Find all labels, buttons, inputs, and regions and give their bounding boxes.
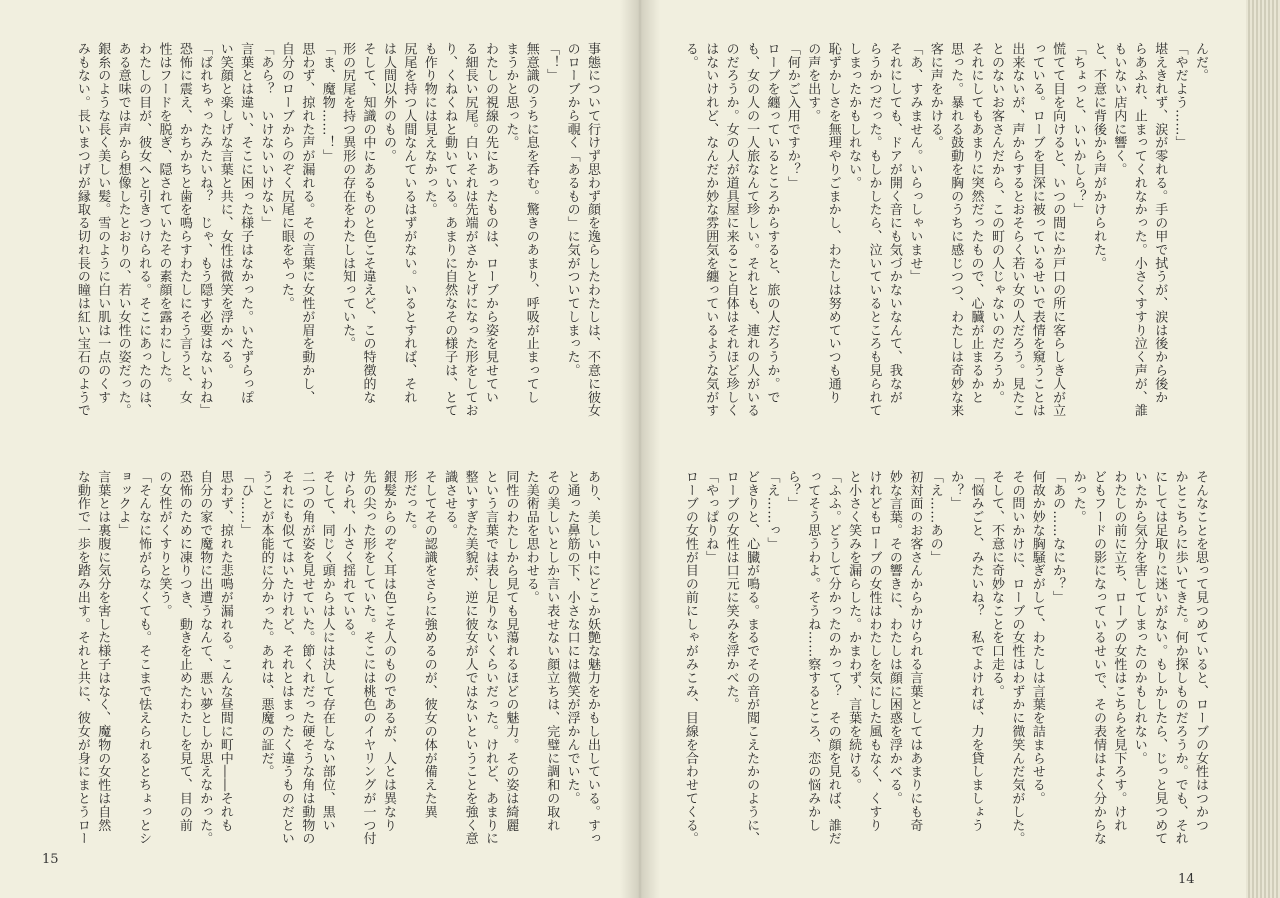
text-line: わたしの視線の先にあったものは、ローブから姿を見せてい bbox=[482, 42, 498, 404]
text-line: 二つの角が姿を見せていた。節くれだった硬そうな角は動物の bbox=[299, 470, 315, 846]
text-line: ってそう思うわよ。そうね……察するところ、恋の悩みかし bbox=[805, 470, 821, 832]
text-line: それにしても、ドアが開く音にも気づかないなんて、我なが bbox=[886, 42, 902, 404]
text-line: わたしの前に立ち、ローブの女性はこちらを見下ろす。けれ bbox=[1111, 470, 1127, 832]
text-line: い笑顔と楽しげな言葉と共に、女性は微笑を浮かべる。 bbox=[217, 42, 233, 377]
text-line: 何故か妙な胸騒ぎがして、わたしは言葉を詰まらせる。 bbox=[1029, 470, 1045, 805]
text-line: 無意識のうちに息を呑む。驚きのあまり、呼吸が止まってし bbox=[523, 42, 539, 404]
text-line: 「ふふ。どうして分かったのかって？ その顔を見れば、誰だ bbox=[825, 470, 841, 846]
left-upper-text bbox=[62, 42, 602, 434]
text-line: 恥ずかしさを無理やりごまかし、わたしは努めていつも通り bbox=[825, 42, 841, 404]
right-upper-text bbox=[670, 42, 1210, 434]
text-line: ョックよ」 bbox=[115, 470, 131, 537]
text-line: 銀糸のような長く美しい髪。雪のように白い肌は一点のくす bbox=[95, 42, 111, 404]
text-line: っている。ローブを目深に被っているせいで表情を窺うことは bbox=[1029, 42, 1045, 418]
text-line: 性はフードを脱ぎ、隠されていたその素顔を露わにした。 bbox=[156, 42, 172, 391]
text-line: る細長い尻尾。白いそれは先端がさかとげになった形をしてお bbox=[462, 42, 478, 418]
text-line: にしては足取りに迷いがない。もしかしたら、じっと見つめて bbox=[1152, 470, 1168, 846]
text-line: その美しいとしか言い表せない顔立ちは、完璧に調和の取れ bbox=[544, 470, 560, 832]
text-line: そんなことを思って見つめていると、ローブの女性はつかつ bbox=[1193, 470, 1208, 832]
right-lower-text bbox=[670, 470, 1210, 862]
text-line: わたしの目が、彼女へと引きつけられる。そこにあったのは、 bbox=[136, 42, 152, 418]
page-number: 15 bbox=[42, 852, 59, 867]
text-line: 「そんなに怖がらなくても。そこまで怯えられるとちょっとシ bbox=[136, 470, 152, 846]
text-line: と小さく笑みを漏らした。かまわず、言葉を続ける。 bbox=[846, 470, 862, 792]
text-line: 妙な言葉。その響きに、わたしは顔に困惑を浮かべる。 bbox=[886, 470, 902, 805]
text-line: ローブの女性が目の前にしゃがみこみ、目線を合わせてくる。 bbox=[682, 470, 698, 846]
text-line: どもフードの影になっているせいで、その表情はよく分からな bbox=[1090, 470, 1106, 846]
text-line: 事態について行けず思わず顔を逸らしたわたしは、不意に彼女 bbox=[585, 42, 600, 418]
text-line: 「ま、魔物……！」 bbox=[319, 42, 335, 163]
text-line: まうかと思った。 bbox=[503, 42, 519, 150]
text-line: と、不意に背後から声がかけられた。 bbox=[1090, 42, 1106, 270]
text-line: 思わず、掠れた声が漏れる。その言葉に女性が眉を動かし、 bbox=[299, 42, 315, 404]
text-line: ローブを纏っているところからすると、旅の人だろうか。で bbox=[764, 42, 780, 404]
text-line: 堪えきれず、涙が零れる。手の甲で拭うが、涙は後から後か bbox=[1152, 42, 1168, 404]
text-line: 先の尖った形をしていた。そこには桃色のイヤリングが一つ付 bbox=[360, 470, 376, 846]
text-line: 尻尾を持つ人間なんているはずがない。いるとすれば、それ bbox=[401, 42, 417, 404]
text-line: 思わず、掠れた悲鳴が漏れる。こんな昼間に町中――それも bbox=[217, 470, 233, 832]
text-line: も作り物には見えなかった。 bbox=[421, 42, 437, 217]
text-line: 出来ないが、声からするとおそらく若い女の人だろう。見たこ bbox=[1009, 42, 1025, 418]
text-line: 「やだよう……」 bbox=[1172, 42, 1188, 150]
text-line: のだろうか。女の人が道具屋に来ること自体はそれほど珍しく bbox=[723, 42, 739, 418]
text-line: な動作で一歩を踏み出す。それと共に、彼女が身にまとうロー bbox=[74, 470, 90, 846]
text-line: と通った鼻筋の下、小さな口には微笑が浮かんでいた。 bbox=[564, 470, 580, 805]
text-line: かった。 bbox=[1070, 470, 1086, 524]
text-line: けれどもローブの女性はわたしを気にした風もなく、くすり bbox=[866, 470, 882, 832]
text-line: た美術品を思わせる。 bbox=[523, 470, 539, 604]
text-line: 恐怖に震え、かちかちと歯を鳴らすわたしにそう言うと、女 bbox=[176, 42, 192, 404]
text-line: 「ひ……」 bbox=[238, 470, 254, 537]
text-line: の声を出す。 bbox=[805, 42, 821, 123]
text-line: それにも似てはいたけれど、それとはまったく違うものだとい bbox=[278, 470, 294, 846]
book-gutter bbox=[620, 0, 660, 898]
text-line: そしてその認識をさらに強めるのが、彼女の体が備えた異 bbox=[421, 470, 437, 819]
right-page bbox=[640, 0, 1252, 898]
text-line: 思った。暴れる鼓動を胸のうちに感じつつ、わたしは奇妙な来 bbox=[948, 42, 964, 418]
text-line: んだ。 bbox=[1193, 42, 1208, 83]
text-line: それにしてもあまりに突然だったもので、心臓が止まるかと bbox=[968, 42, 984, 404]
text-line: 「何かご入用ですか？」 bbox=[784, 42, 800, 190]
text-line: そして、知識の中にあるものと色こそ違えど、この特徴的な bbox=[360, 42, 376, 404]
text-line: 「え……っ」 bbox=[764, 470, 780, 551]
text-line: か？」 bbox=[948, 470, 964, 511]
text-line: その問いかけに、ローブの女性はわずかに微笑んだ気がした。 bbox=[1009, 470, 1025, 846]
text-line: うことが本能的に分かった。あれは、悪魔の証だ。 bbox=[258, 470, 274, 779]
text-line: 「あの……なにか？」 bbox=[1050, 470, 1066, 604]
text-line: 言葉とは違い、そこに困った様子はなかった。いたずらっぽ bbox=[238, 42, 254, 404]
text-line: という言葉では表し足りないくらいだった。けれど、あまりに bbox=[482, 470, 498, 846]
text-line: 「ちょっと、いいかしら？」 bbox=[1070, 42, 1086, 217]
text-line: ら？」 bbox=[784, 470, 800, 511]
text-line: そして、不意に奇妙なことを口走る。 bbox=[988, 470, 1004, 698]
text-line: とのないお客さんだから、この町の人じゃないのだろうか。 bbox=[988, 42, 1004, 404]
text-line: らあふれ、止まってくれなかった。小さくすすり泣く声が、誰 bbox=[1131, 42, 1147, 418]
text-line: 自分の家で魔物に出遭うなんて、悪い夢としか思えなかった。 bbox=[197, 470, 213, 846]
text-line: いたから気分を害してしまったのかもしれない。 bbox=[1131, 470, 1147, 765]
text-line: 客に声をかける。 bbox=[927, 42, 943, 150]
text-line: かとこちらに歩いてきた。何か探しものだろうか。でも、それ bbox=[1172, 470, 1188, 846]
text-line: 形だった。 bbox=[401, 470, 417, 537]
text-line: はないけれど、なんだか妙な雰囲気を纏っているような気がす bbox=[703, 42, 719, 418]
text-line: もいない店内に響く。 bbox=[1111, 42, 1127, 176]
text-line: 「あ、すみません。いらっしゃいませ」 bbox=[907, 42, 923, 284]
text-line: 「悩みごと、みたいね？ 私でよければ、力を貸しましょう bbox=[968, 470, 984, 832]
text-line: 銀髪からのぞく耳は色こそ人のものであるが、人とは異なり bbox=[380, 470, 396, 832]
text-line: も、女の人の一人旅なんて珍しい。それとも、連れの人がいる bbox=[744, 42, 760, 418]
page-edges bbox=[1246, 0, 1280, 898]
text-line: けられ、小さく揺れている。 bbox=[340, 470, 356, 645]
text-line: しまったかもしれない。 bbox=[846, 42, 862, 190]
text-line: 自分のローブからのぞく尻尾に眼をやった。 bbox=[278, 42, 294, 310]
text-line: の女性がくすりと笑う。 bbox=[156, 470, 172, 618]
text-line: 識させる。 bbox=[442, 470, 458, 537]
text-line: 「！」 bbox=[544, 42, 560, 83]
left-lower-text bbox=[62, 470, 602, 862]
text-line: 恐怖のために凍りつき、動きを止めたわたしを見て、目の前 bbox=[176, 470, 192, 832]
text-line: 慌てて目を向けると、いつの間にか戸口の所に客らしき人が立 bbox=[1050, 42, 1066, 418]
text-line: みもない。長いまつげが縁取る切れ長の瞳は紅い宝石のようで bbox=[74, 42, 90, 418]
text-line: どきりと、心臓が鳴る。まるでその音が聞こえたかのように、 bbox=[744, 470, 760, 846]
text-line: り、くねくねと動いている。あまりに自然なその様子は、とて bbox=[442, 42, 458, 418]
text-line: らうかつだった。もしかしたら、泣いているところも見られて bbox=[866, 42, 882, 418]
text-line: 初対面のお客さんからかけられる言葉としてはあまりにも奇 bbox=[907, 470, 923, 832]
text-line: そして、同じく頭からは人には決して存在しない部位、黒い bbox=[319, 470, 335, 832]
text-line: あり、美しい中にどこか妖艶な魅力をかもし出している。すっ bbox=[585, 470, 600, 846]
text-line: 同性のわたしから見ても見蕩れるほどの魅力。その姿は綺麗 bbox=[503, 470, 519, 832]
text-line: は人間以外のもの。 bbox=[380, 42, 396, 163]
page-number: 14 bbox=[1178, 872, 1195, 887]
text-line: 整いすぎた美貌が、逆に彼女が人ではないということを強く意 bbox=[462, 470, 478, 846]
text-line: 言葉とは裏腹に気分を害した様子はなく、魔物の女性は自然 bbox=[95, 470, 111, 832]
text-line: 「ばれちゃったみたいね？ じゃ、もう隠す必要はないわね」 bbox=[197, 42, 213, 418]
text-line: 形の尻尾を持つ異形の存在をわたしは知っていた。 bbox=[340, 42, 356, 351]
text-line: ある意味では声から想像したとおりの、若い女性の姿だった。 bbox=[115, 42, 131, 418]
text-line: 「あら？ いけないいけない」 bbox=[258, 42, 274, 230]
text-line: ローブの女性は口元に笑みを浮かべた。 bbox=[723, 470, 739, 712]
text-line: のローブから覗く「あるもの」に気がついてしまった。 bbox=[564, 42, 580, 377]
text-line: 「やっぱりね」 bbox=[703, 470, 719, 564]
text-line: る。 bbox=[682, 42, 698, 69]
text-line: 「え……あの」 bbox=[927, 470, 943, 564]
